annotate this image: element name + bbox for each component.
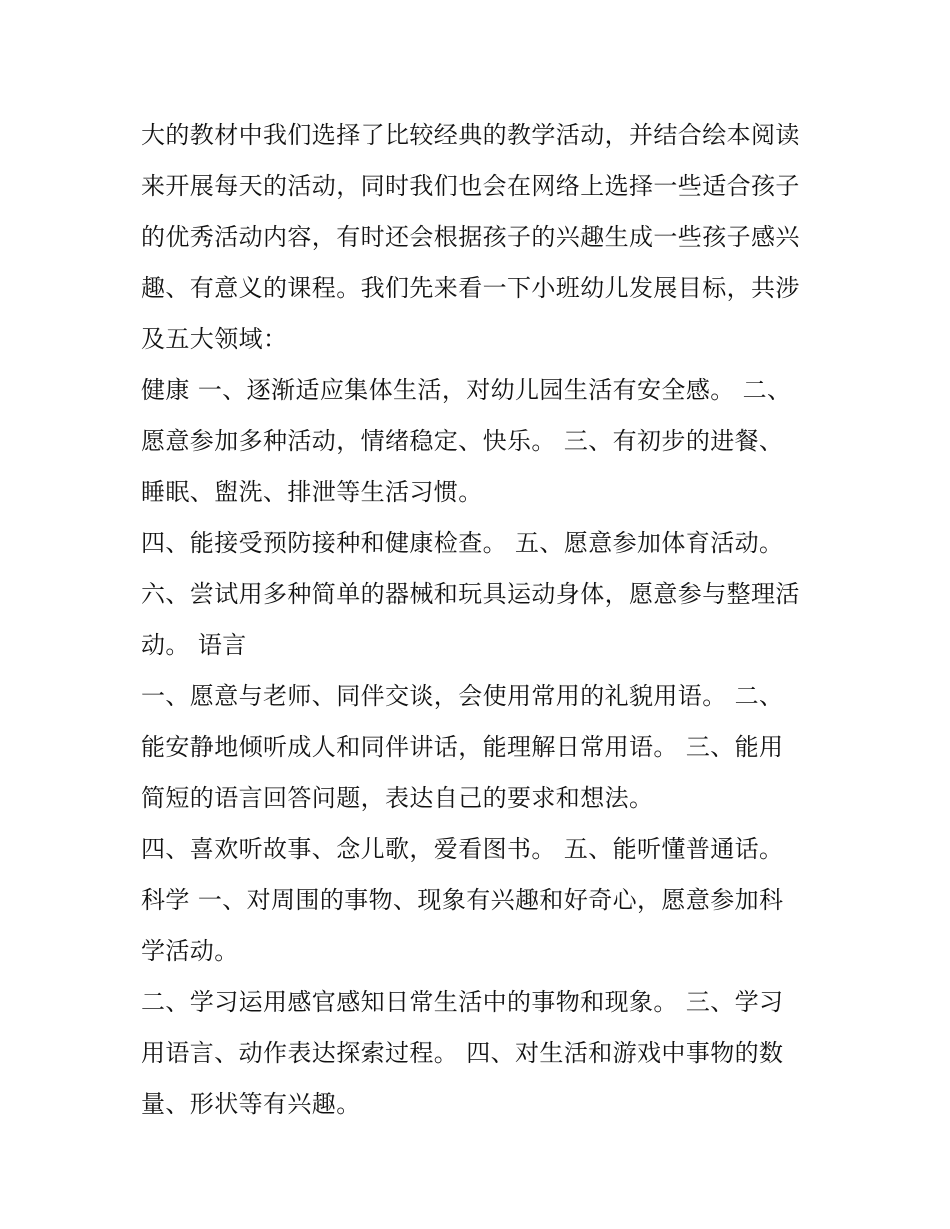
text-line: 愿意参加多种活动，情绪稳定、快乐。 三、有初步的进餐、 [141, 427, 784, 455]
text-line: 来开展每天的活动，同时我们也会在网络上选择一些适合孩子 [141, 172, 800, 200]
text-line: 大的教材中我们选择了比较经典的教学活动，并结合绘本阅读 [141, 121, 800, 149]
text-line: 动。 语言 [141, 631, 247, 659]
document-body [141, 110, 821, 1130]
text-line: 一、愿意与老师、同伴交谈，会使用常用的礼貌用语。 二、 [141, 682, 784, 710]
text-line: 用语言、动作表达探索过程。 四、对生活和游戏中事物的数 [141, 1039, 784, 1067]
text-line: 四、喜欢听故事、念儿歌，爱看图书。 五、能听懂普通话。 [141, 835, 784, 863]
text-line: 及五大领域： [141, 325, 288, 353]
text-line: 四、能接受预防接种和健康检查。 五、愿意参加体育活动。 [141, 529, 784, 557]
text-line: 六、尝试用多种简单的器械和玩具运动身体，愿意参与整理活 [141, 580, 800, 608]
text-line: 二、学习运用感官感知日常生活中的事物和现象。 三、学习 [141, 988, 784, 1016]
text-line: 趣、有意义的课程。我们先来看一下小班幼儿发展目标，共涉 [141, 274, 800, 302]
text-line: 能安静地倾听成人和同伴讲话，能理解日常用语。 三、能用 [141, 733, 784, 761]
text-line: 简短的语言回答问题，表达自己的要求和想法。 [141, 784, 654, 812]
text-line: 睡眠、盥洗、排泄等生活习惯。 [141, 478, 483, 506]
text-line: 健康 一、逐渐适应集体生活，对幼儿园生活有安全感。 二、 [141, 376, 792, 404]
text-line: 学活动。 [141, 937, 239, 965]
text-line: 的优秀活动内容，有时还会根据孩子的兴趣生成一些孩子感兴 [141, 223, 800, 251]
text-line: 科学 一、对周围的事物、现象有兴趣和好奇心，愿意参加科 [141, 886, 784, 914]
text-line: 量、形状等有兴趣。 [141, 1090, 361, 1118]
